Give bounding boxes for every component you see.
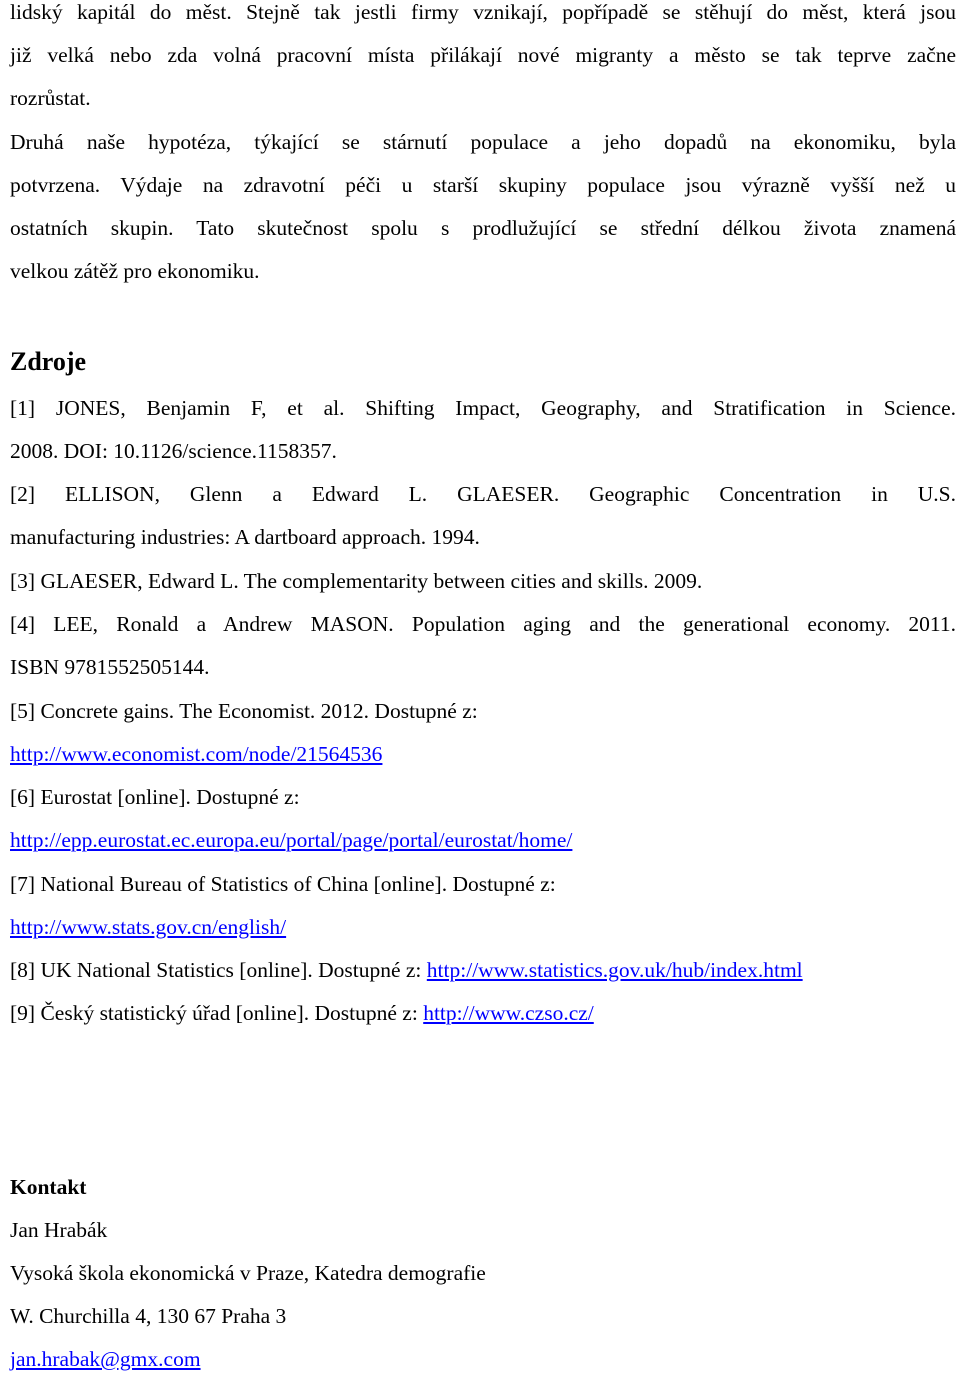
paragraph2-line-1: Druhá naše hypotéza, týkající se stárnutí populace a jeho dopadů na ekonomiku, byla bbox=[10, 130, 956, 154]
reference-8-text: [8] UK National Statistics [online]. Dostupné z: bbox=[10, 958, 427, 982]
reference-7-text: [7] National Bureau of Statistics of China [online]. Dostupné z: bbox=[10, 872, 556, 896]
contact-email-line bbox=[10, 1349, 956, 1371]
reference-7-link-line bbox=[10, 917, 956, 939]
contact-address: W. Churchilla 4, 130 67 Praha 3 bbox=[10, 1304, 287, 1328]
contact-email-link[interactable]: jan.hrabak@gmx.com bbox=[10, 1347, 201, 1371]
reference-5-link[interactable]: http://www.economist.com/node/21564536 bbox=[10, 742, 383, 766]
reference-6-text: [6] Eurostat [online]. Dostupné z: bbox=[10, 785, 300, 809]
reference-3: [3] GLAESER, Edward L. The complementarity between cities and skills. 2009. bbox=[10, 569, 703, 593]
paragraph1-line-2: již velká nebo zda volná pracovní místa přilákají nové migranty a město se tak teprve začne bbox=[10, 43, 956, 67]
paragraph2-line-2: potvrzena. Výdaje na zdravotní péči u starší skupiny populace jsou výrazně vyšší než u bbox=[10, 173, 956, 197]
reference-8 bbox=[10, 960, 956, 982]
reference-1-line-1: [1] JONES, Benjamin F, et al. Shifting Impact, Geography, and Stratification in Science. bbox=[10, 396, 956, 420]
reference-7-link[interactable]: http://www.stats.gov.cn/english/ bbox=[10, 915, 287, 939]
reference-9 bbox=[10, 1003, 956, 1025]
reference-4-line-2: ISBN 9781552505144. bbox=[10, 655, 210, 679]
reference-5-text: [5] Concrete gains. The Economist. 2012. Dostupné z: bbox=[10, 699, 478, 723]
reference-9-link[interactable]: http://www.czso.cz/ bbox=[423, 1001, 594, 1025]
reference-6-link-line bbox=[10, 830, 956, 852]
reference-9-text: [9] Český statistický úřad [online]. Dostupné z: bbox=[10, 1001, 424, 1025]
contact-heading: Kontakt bbox=[10, 1175, 87, 1199]
reference-1-line-2: 2008. DOI: 10.1126/science.1158357. bbox=[10, 439, 337, 463]
reference-2-line-1: [2] ELLISON, Glenn a Edward L. GLAESER. Geographic Concentration in U.S. bbox=[10, 482, 956, 506]
sources-heading: Zdroje bbox=[10, 347, 87, 376]
reference-6-link[interactable]: http://epp.eurostat.ec.europa.eu/portal/page/portal/eurostat/home/ bbox=[10, 828, 573, 852]
reference-8-link[interactable]: http://www.statistics.gov.uk/hub/index.html bbox=[426, 958, 803, 982]
reference-2-line-2: manufacturing industries: A dartboard approach. 1994. bbox=[10, 525, 480, 549]
paragraph2-line-3: ostatních skupin. Tato skutečnost spolu s prodlužující se střední délkou života znamená bbox=[10, 216, 956, 240]
paragraph1-line-1: lidský kapitál do měst. Stejně tak jestli firmy vznikají, popřípadě se stěhují do měst, která jsou bbox=[10, 0, 956, 24]
contact-name: Jan Hrabák bbox=[10, 1218, 108, 1242]
paragraph2-line-4: velkou zátěž pro ekonomiku. bbox=[10, 259, 260, 283]
reference-4-line-1: [4] LEE, Ronald a Andrew MASON. Population aging and the generational economy. 2011. bbox=[10, 612, 956, 636]
paragraph1-line-3: rozrůstat. bbox=[10, 86, 91, 110]
contact-institution: Vysoká škola ekonomická v Praze, Katedra demografie bbox=[10, 1261, 486, 1285]
reference-5-link-line bbox=[10, 744, 956, 766]
